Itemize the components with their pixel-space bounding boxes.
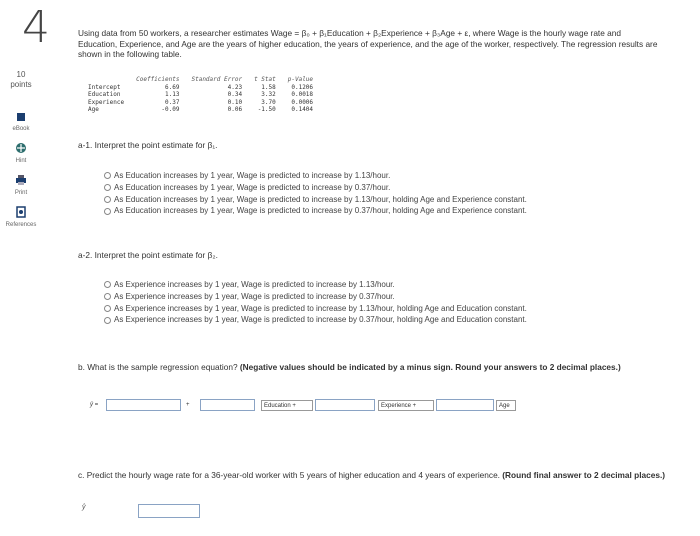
part-a2-option[interactable] (104, 314, 527, 326)
table-cell: 6.69 (165, 83, 180, 91)
table-row (82, 91, 319, 99)
hint-button[interactable] (0, 142, 42, 164)
points-label: points (10, 80, 32, 89)
radio-button[interactable] (104, 184, 111, 191)
part-c-text: c. Predict the hourly wage rate for a 36-year-old worker with 5 years of higher education and 4 years of experience. (78, 470, 500, 480)
part-c-question (78, 470, 668, 481)
part-b-instruction: (Negative values should be indicated by a minus sign. Round your answers to 2 decimal places.) (239, 362, 621, 372)
part-a1-options (104, 170, 527, 217)
table-cell: 0.34 (227, 91, 243, 98)
option-label: As Education increases by 1 year, Wage is predicted to increase by 1.13/hour, holding Age and Experience constant. (114, 194, 527, 204)
option-label: As Experience increases by 1 year, Wage is predicted to increase by 1.13/hour, holding Age and Education constant. (114, 303, 527, 313)
yhat-label: ŷ = (88, 400, 100, 411)
option-label: As Experience increases by 1 year, Wage is predicted to increase by 1.13/hour. (114, 280, 395, 289)
radio-button[interactable] (104, 172, 111, 179)
table-cell: 0.0006 (291, 98, 314, 106)
education-label: Education + (261, 400, 313, 411)
points-indicator (6, 70, 36, 90)
table-header: p-Value (287, 76, 314, 83)
option-label: As Education increases by 1 year, Wage is predicted to increase by 1.13/hour. (114, 171, 391, 180)
print-label: Print (14, 190, 28, 196)
option-label: As Education increases by 1 year, Wage is predicted to increase by 0.37/hour. (114, 182, 391, 192)
book-icon (0, 112, 42, 124)
table-cell: Experience (88, 98, 125, 106)
table-cell: 0.10 (227, 98, 243, 106)
part-a2-option[interactable] (104, 291, 527, 303)
print-button[interactable] (0, 174, 42, 196)
age-label: Age (496, 400, 516, 411)
table-cell: 3.70 (261, 98, 276, 106)
table-cell: Education (88, 91, 121, 98)
part-c-instruction: (Round final answer to 2 decimal places.) (502, 470, 666, 480)
table-cell: Intercept (88, 83, 121, 91)
table-row (82, 99, 319, 107)
references-icon (0, 206, 42, 220)
table-cell: 4.23 (227, 83, 243, 91)
table-cell: 0.06 (227, 106, 243, 113)
table-cell: 3.32 (261, 91, 276, 98)
part-a1-option[interactable] (104, 205, 527, 217)
points-value: 10 (16, 70, 26, 79)
table-cell: Age (88, 106, 99, 113)
references-button[interactable] (0, 206, 42, 228)
radio-button[interactable] (104, 196, 111, 203)
hint-icon (0, 142, 42, 156)
ebook-button[interactable] (0, 112, 42, 132)
option-label: As Education increases by 1 year, Wage is predicted to increase by 0.37/hour, holding Age and Experience constant. (114, 206, 527, 216)
table-header-row (82, 76, 319, 84)
table-cell: 0.37 (165, 98, 180, 106)
option-label: As Experience increases by 1 year, Wage is predicted to increase by 0.37/hour, holding Age and Education constant. (114, 315, 527, 325)
table-header: Standard Error (191, 76, 243, 83)
print-icon (0, 174, 42, 188)
table-cell: 1.13 (165, 91, 180, 98)
regression-table (82, 76, 319, 114)
part-a2-options (104, 279, 527, 326)
part-a1-option[interactable] (104, 182, 527, 194)
table-cell: 1.58 (261, 83, 276, 91)
table-header (82, 76, 130, 84)
radio-button[interactable] (104, 305, 111, 312)
table-cell: 0.0018 (291, 91, 314, 98)
part-b-question (78, 362, 668, 373)
experience-label: Experience + (378, 400, 434, 411)
question-prompt: Using data from 50 workers, a researcher estimates Wage = β₀ + β₁Education + β₂Experience + β₃Age + ε, where Wage is the hourly wage rate and Education, Experience, and Age are the years of higher education, the years of experience, and the age of the worker, respectively. The regression results are shown in the following table. (78, 28, 658, 59)
radio-button[interactable] (104, 281, 111, 288)
experience-coef-input[interactable] (315, 399, 375, 411)
part-b-text: b. What is the sample regression equation? (78, 362, 238, 372)
education-coef-input[interactable] (200, 399, 255, 411)
hint-label: Hint (15, 158, 27, 164)
table-header: t Stat (254, 76, 276, 83)
part-a2-label: a-2. Interpret the point estimate for β₂. (78, 250, 218, 260)
table-cell: 0.1206 (291, 83, 314, 91)
regression-equation-row (80, 399, 510, 415)
age-coef-input[interactable] (436, 399, 494, 411)
table-row (82, 106, 319, 114)
radio-button[interactable] (104, 293, 111, 300)
intercept-input[interactable] (106, 399, 181, 411)
part-a1-label: a-1. Interpret the point estimate for β₁. (78, 140, 218, 150)
radio-button[interactable] (104, 317, 111, 324)
ebook-label: eBook (12, 126, 30, 132)
table-cell: -0.09 (161, 106, 180, 113)
part-a2-option[interactable] (104, 303, 527, 315)
references-label: References (5, 222, 37, 228)
table-header: Coefficients (136, 76, 180, 83)
sidebar (0, 112, 42, 238)
table-row (82, 84, 319, 92)
table-cell: 0.1404 (291, 106, 314, 113)
plus-sign: + (184, 400, 192, 411)
yhat-label: ŷ (82, 504, 86, 511)
predicted-wage-input[interactable] (138, 504, 200, 518)
question-number: 4 (22, 2, 50, 53)
table-cell: -1.50 (257, 106, 276, 113)
part-a2-option[interactable] (104, 279, 527, 291)
option-label: As Experience increases by 1 year, Wage is predicted to increase by 0.37/hour. (114, 291, 395, 301)
radio-button[interactable] (104, 208, 111, 215)
part-a1-option[interactable] (104, 170, 527, 182)
part-a1-option[interactable] (104, 194, 527, 206)
